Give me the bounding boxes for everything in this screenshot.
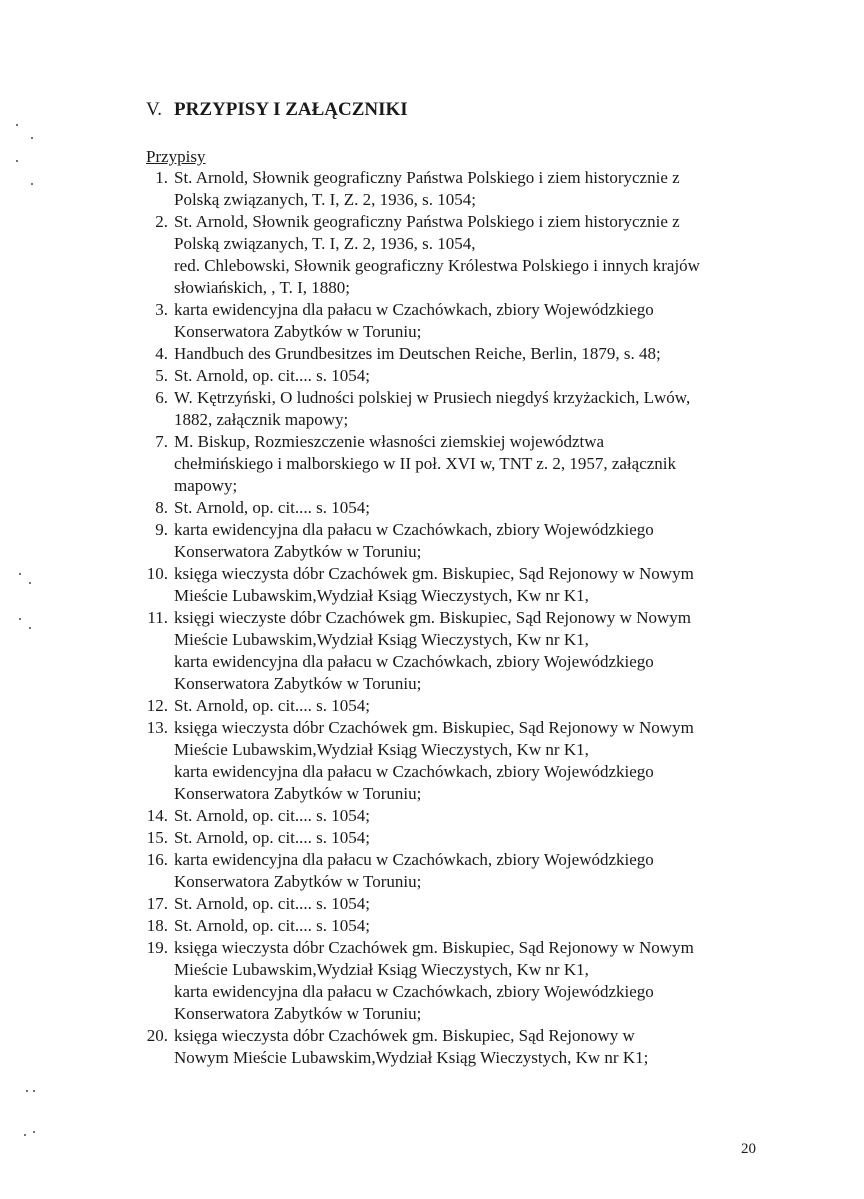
footnote-item (140, 937, 780, 1025)
scan-speck (31, 137, 33, 139)
footnote-text-line: słowiańskich, , T. I, 1880; (174, 278, 350, 297)
footnote-text-line: księga wieczysta dóbr Czachówek gm. Biskupiec, Sąd Rejonowy w Nowym (174, 718, 694, 737)
footnote-item (140, 827, 780, 849)
section-title: Przypisy (146, 147, 206, 166)
footnote-text-line: W. Kętrzyński, O ludności polskiej w Prusiech niegdyś krzyżackich, Lwów, (174, 388, 691, 407)
footnote-number: 11. (147, 608, 168, 627)
footnote-text-line: St. Arnold, Słownik geograficzny Państwa Polskiego i ziem historycznie z (174, 168, 680, 187)
footnote-text-line: karta ewidencyjna dla pałacu w Czachówkach, zbiory Wojewódzkiego (174, 982, 654, 1001)
footnote-number: 7. (155, 432, 168, 451)
scan-speck (29, 582, 31, 584)
footnote-text-line: Konserwatora Zabytków w Toruniu; (174, 542, 422, 561)
footnote-number: 10. (146, 564, 168, 583)
footnote-number: 3. (155, 300, 168, 319)
footnote-text-line: karta ewidencyjna dla pałacu w Czachówkach, zbiory Wojewódzkiego (174, 300, 654, 319)
footnote-number: 14. (146, 806, 168, 825)
footnote-text-line: St. Arnold, op. cit.... s. 1054; (174, 806, 370, 825)
footnote-item (140, 563, 780, 607)
footnote-text-line: księga wieczysta dóbr Czachówek gm. Biskupiec, Sąd Rejonowy w Nowym (174, 938, 694, 957)
footnote-item (140, 431, 780, 497)
footnote-text-line: Konserwatora Zabytków w Toruniu; (174, 322, 422, 341)
footnote-text-line: karta ewidencyjna dla pałacu w Czachówkach, zbiory Wojewódzkiego (174, 652, 654, 671)
footnote-text-line: Polską związanych, T. I, Z. 2, 1936, s. 1054, (174, 234, 476, 253)
footnote-item (140, 893, 780, 915)
footnote-number: 2. (155, 212, 168, 231)
footnote-number: 12. (146, 696, 168, 715)
footnote-number: 13. (146, 718, 168, 737)
footnote-text-line: chełmińskiego i malborskiego w II poł. XVI w, TNT z. 2, 1957, załącznik (174, 454, 677, 473)
footnote-number: 6. (155, 388, 168, 407)
footnote-item (140, 1025, 780, 1069)
scan-speck (19, 573, 21, 575)
footnote-item (140, 607, 780, 695)
footnote-item (140, 167, 780, 211)
footnote-text-line: Mieście Lubawskim,Wydział Ksiąg Wieczystych, Kw nr K1, (174, 586, 589, 605)
footnote-number: 20. (146, 1026, 168, 1045)
footnote-text-line: Mieście Lubawskim,Wydział Ksiąg Wieczystych, Kw nr K1, (174, 630, 589, 649)
footnote-text-line: Handbuch des Grundbesitzes im Deutschen Reiche, Berlin, 1879, s. 48; (174, 344, 661, 363)
footnote-text-line: księga wieczysta dóbr Czachówek gm. Biskupiec, Sąd Rejonowy w (174, 1026, 635, 1045)
footnote-text-line: karta ewidencyjna dla pałacu w Czachówkach, zbiory Wojewódzkiego (174, 520, 654, 539)
chapter-title: PRZYPISY I ZAŁĄCZNIKI (174, 99, 408, 120)
footnote-number: 19. (146, 938, 168, 957)
footnote-number: 4. (155, 344, 168, 363)
footnote-text-line: M. Biskup, Rozmieszczenie własności ziemskiej województwa (174, 432, 605, 451)
footnote-text-line: mapowy; (174, 476, 238, 495)
footnote-text-line: Konserwatora Zabytków w Toruniu; (174, 784, 422, 803)
footnote-item (140, 343, 780, 365)
scan-speck (33, 1131, 35, 1133)
footnote-item (140, 805, 780, 827)
footnote-text-line: St. Arnold, Słownik geograficzny Państwa Polskiego i ziem historycznie z (174, 212, 680, 231)
footnote-number: 8. (155, 498, 168, 517)
scan-speck (33, 1090, 35, 1092)
scan-speck (16, 160, 18, 162)
footnote-item (140, 299, 780, 343)
footnote-number: 9. (155, 520, 168, 539)
chapter-number: V. (146, 99, 163, 120)
footnote-text-line: Nowym Mieście Lubawskim,Wydział Ksiąg Wieczystych, Kw nr K1; (174, 1048, 649, 1067)
footnote-text-line: księga wieczysta dóbr Czachówek gm. Biskupiec, Sąd Rejonowy w Nowym (174, 564, 694, 583)
scan-speck (31, 183, 33, 185)
footnote-text-line: St. Arnold, op. cit.... s. 1054; (174, 366, 370, 385)
footnote-item (140, 717, 780, 805)
footnote-item (140, 365, 780, 387)
footnote-number: 16. (146, 850, 168, 869)
footnote-text-line: Mieście Lubawskim,Wydział Ksiąg Wieczystych, Kw nr K1, (174, 740, 589, 759)
scan-speck (29, 627, 31, 629)
footnote-text-line: St. Arnold, op. cit.... s. 1054; (174, 498, 370, 517)
footnote-text-line: St. Arnold, op. cit.... s. 1054; (174, 894, 370, 913)
footnote-text-line: Konserwatora Zabytków w Toruniu; (174, 1004, 422, 1023)
footnote-item (140, 915, 780, 937)
footnote-item (140, 497, 780, 519)
footnote-number: 18. (146, 916, 168, 935)
footnote-number: 17. (146, 894, 168, 913)
footnote-text-line: Konserwatora Zabytków w Toruniu; (174, 872, 422, 891)
footnote-number: 15. (146, 828, 168, 847)
page-number: 20 (741, 1141, 756, 1157)
footnote-item (140, 211, 780, 299)
footnote-text-line: karta ewidencyjna dla pałacu w Czachówkach, zbiory Wojewódzkiego (174, 850, 654, 869)
scan-speck (16, 124, 18, 126)
scan-speck (19, 618, 21, 620)
footnote-list (140, 167, 780, 1069)
footnote-text-line: Mieście Lubawskim,Wydział Ksiąg Wieczystych, Kw nr K1, (174, 960, 589, 979)
footnote-item (140, 387, 780, 431)
footnote-text-line: St. Arnold, op. cit.... s. 1054; (174, 916, 370, 935)
footnote-text-line: księgi wieczyste dóbr Czachówek gm. Biskupiec, Sąd Rejonowy w Nowym (174, 608, 691, 627)
footnote-item (140, 849, 780, 893)
footnote-text-line: St. Arnold, op. cit.... s. 1054; (174, 696, 370, 715)
scan-speck (26, 1090, 28, 1092)
footnote-text-line: 1882, załącznik mapowy; (174, 410, 349, 429)
footnote-text-line: red. Chlebowski, Słownik geograficzny Królestwa Polskiego i innych krajów (174, 256, 700, 275)
footnote-text-line: St. Arnold, op. cit.... s. 1054; (174, 828, 370, 847)
chapter-heading (146, 98, 408, 122)
footnote-text-line: karta ewidencyjna dla pałacu w Czachówkach, zbiory Wojewódzkiego (174, 762, 654, 781)
footnote-text-line: Polską związanych, T. I, Z. 2, 1936, s. 1054; (174, 190, 477, 209)
footnote-item (140, 695, 780, 717)
footnote-number: 5. (155, 366, 168, 385)
scan-speck (24, 1134, 26, 1136)
footnote-text-line: Konserwatora Zabytków w Toruniu; (174, 674, 422, 693)
footnote-number: 1. (155, 168, 168, 187)
footnote-item (140, 519, 780, 563)
